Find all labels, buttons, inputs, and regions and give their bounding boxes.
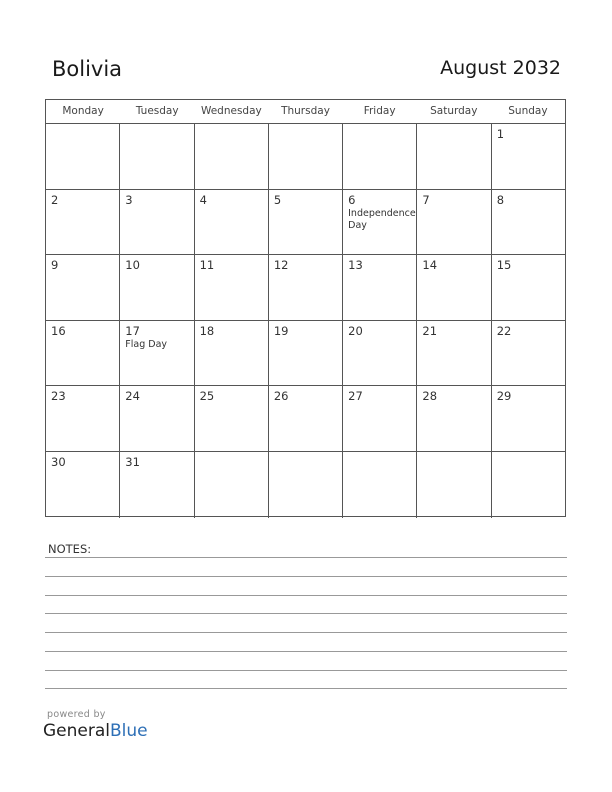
day-number: 14 [422,258,438,273]
day-cell-thursday[interactable] [269,386,343,451]
day-cell-friday[interactable] [343,255,417,320]
holiday-label: Flag Day [125,338,168,350]
day-cell-friday[interactable] [343,190,417,255]
day-cell-sunday[interactable] [492,255,565,320]
day-cell-saturday[interactable] [417,124,491,189]
day-cell-sunday[interactable] [492,124,565,189]
day-cell-friday[interactable] [343,321,417,386]
day-cell-saturday[interactable] [417,255,491,320]
day-cell-monday[interactable] [46,321,120,386]
weekday-thursday: Thursday [281,105,330,117]
note-line [45,651,567,652]
day-number: 10 [125,258,140,273]
day-number: 12 [273,258,289,273]
week-row [46,190,565,256]
day-number: 3 [125,192,133,207]
day-number: 18 [199,323,215,338]
weekday-monday: Monday [62,105,104,117]
notes-label: NOTES: [48,542,92,556]
day-cell-friday[interactable] [343,386,417,451]
day-number: 2 [51,192,59,207]
note-line [45,576,567,577]
day-cell-monday[interactable] [46,255,120,320]
day-number: 7 [422,192,430,207]
day-number: 30 [51,454,66,469]
note-line [45,688,567,689]
day-cell-saturday[interactable] [417,452,491,518]
week-row [46,321,565,387]
day-cell-saturday[interactable] [417,321,491,386]
day-number: 5 [273,192,282,207]
day-cell-tuesday[interactable] [120,386,194,451]
day-number: 17 [125,323,140,338]
note-line [45,613,567,614]
day-number: 6 [348,192,356,207]
day-cell-thursday[interactable] [269,452,343,518]
day-cell-thursday[interactable] [269,190,343,255]
day-number: 28 [422,389,438,404]
week-row [46,386,565,452]
day-cell-saturday[interactable] [417,190,491,255]
day-cell-friday[interactable] [343,124,417,189]
day-cell-wednesday[interactable] [195,124,269,189]
day-number: 13 [348,258,363,273]
day-cell-wednesday[interactable] [195,386,269,451]
day-number: 8 [496,192,505,207]
note-line [45,595,567,596]
weekday-header-row [46,100,565,124]
day-cell-wednesday[interactable] [195,452,269,518]
day-number: 27 [348,389,363,404]
day-cell-saturday[interactable] [417,386,491,451]
note-line [45,632,567,633]
day-cell-thursday[interactable] [269,321,343,386]
day-cell-thursday[interactable] [269,255,343,320]
day-number: 31 [125,454,140,469]
day-number: 26 [273,389,289,404]
day-cell-wednesday[interactable] [195,255,269,320]
day-number: 4 [199,192,207,207]
day-cell-monday[interactable] [46,452,120,518]
day-cell-monday[interactable] [46,386,120,451]
week-row [46,124,565,190]
day-cell-sunday[interactable] [492,321,565,386]
country-title: Bolivia [52,57,123,81]
day-cell-tuesday[interactable] [120,321,194,386]
weekday-saturday: Saturday [430,105,478,117]
day-cell-friday[interactable] [343,452,417,518]
day-cell-tuesday[interactable] [120,255,194,320]
day-cell-sunday[interactable] [492,386,565,451]
day-cell-wednesday[interactable] [195,321,269,386]
day-number: 15 [496,258,512,273]
day-cell-tuesday[interactable] [120,190,194,255]
day-number: 16 [51,323,66,338]
day-cell-sunday[interactable] [492,452,565,518]
day-number: 21 [422,323,438,338]
day-cell-tuesday[interactable] [120,124,194,189]
day-cell-tuesday[interactable] [120,452,194,518]
day-number: 19 [273,323,289,338]
brand-general-text: General [43,721,110,741]
day-cell-thursday[interactable] [269,124,343,189]
note-line [45,557,567,558]
weeks-container [46,124,565,518]
brand-blue-text: Blue [110,721,148,741]
powered-by-text: powered by [47,709,106,720]
weekday-sunday: Sunday [508,105,548,117]
calendar-grid [45,99,566,517]
weekday-friday: Friday [363,105,396,117]
day-number: 29 [496,389,512,404]
day-number: 9 [51,258,59,273]
day-cell-sunday[interactable] [492,190,565,255]
day-number: 20 [348,323,363,338]
day-number: 23 [51,389,66,404]
day-cell-wednesday[interactable] [195,190,269,255]
day-number: 11 [199,258,215,273]
brand-logo[interactable] [43,721,148,741]
week-row [46,452,565,518]
weekday-tuesday: Tuesday [135,105,179,117]
day-number: 22 [496,323,512,338]
day-cell-monday[interactable] [46,190,120,255]
week-row [46,255,565,321]
day-number: 1 [496,127,505,141]
day-cell-monday[interactable] [46,124,120,189]
month-year-title: August 2032 [440,57,561,79]
weekday-wednesday: Wednesday [200,105,262,117]
day-number: 24 [125,389,140,404]
note-line [45,670,567,671]
day-number: 25 [199,389,215,404]
holiday-label: Independence Day [348,207,416,231]
